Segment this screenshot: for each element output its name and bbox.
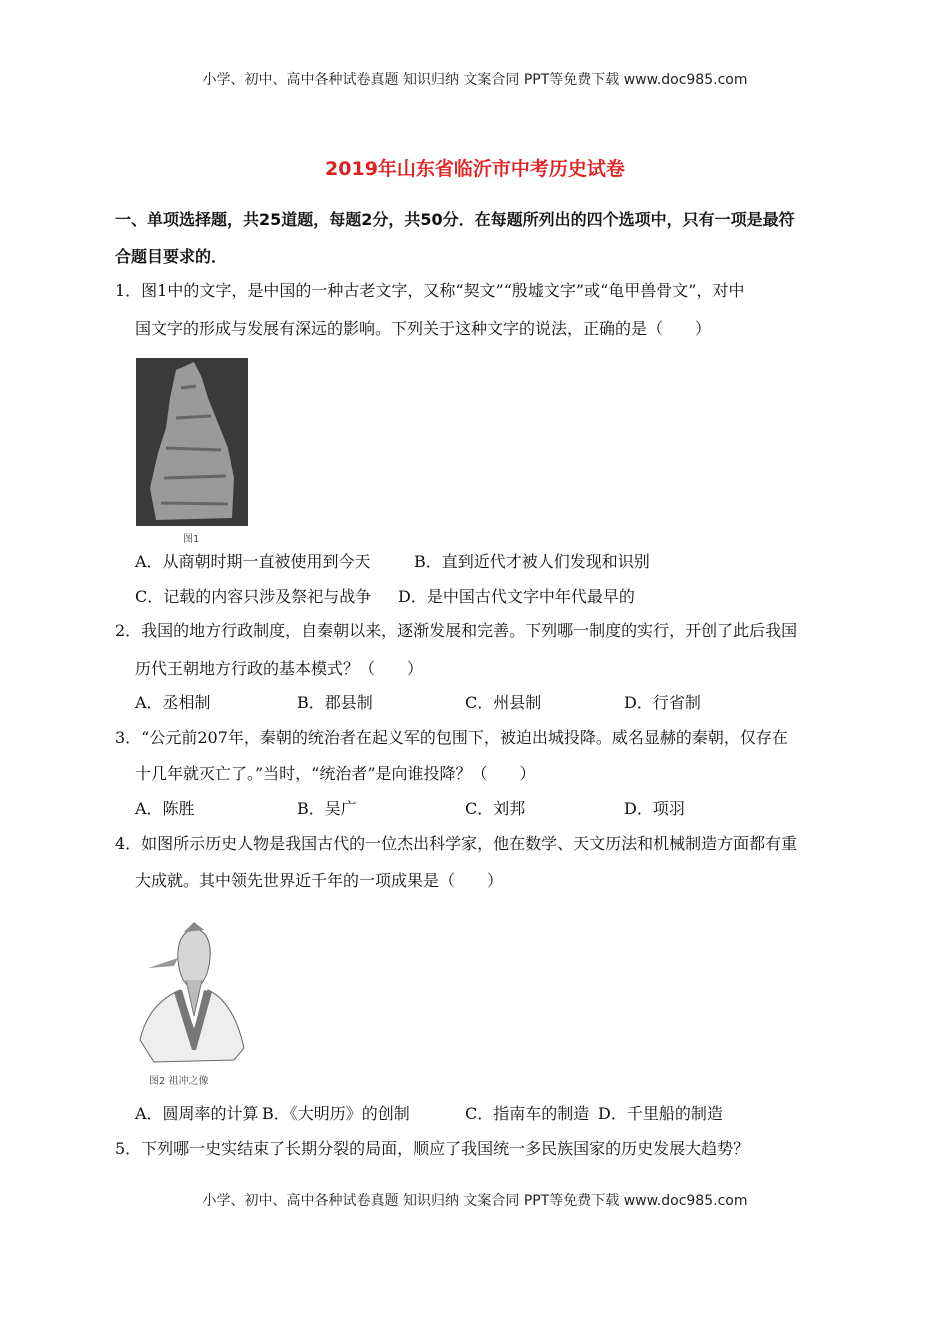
q1-option-d: D．是中国古代文字中年代最早的 (398, 587, 635, 606)
question-4-cont: 大成就。其中领先世界近千年的一项成果是（ ） (135, 871, 504, 890)
figure-2-caption: 图2 祖冲之像 (149, 1076, 209, 1087)
question-5: 5．下列哪一史实结束了长期分裂的局面，顺应了我国统一多民族国家的历史发展大趋势？ (115, 1139, 750, 1158)
q2-option-d: D．行省制 (624, 693, 701, 712)
question-2-cont: 历代王朝地方行政的基本模式？（ ） (135, 659, 424, 678)
q2-option-b: B．郡县制 (297, 693, 373, 712)
page-title: 2019年山东省临沂市中考历史试卷 (325, 158, 625, 180)
q4-option-c: C．指南车的制造 (465, 1104, 590, 1123)
question-3: 3．“公元前207年，秦朝的统治者在起义军的包围下，被迫出城投降。威名显赫的秦朝，仅存在 (115, 728, 788, 747)
q1-option-c: C．记载的内容只涉及祭祀与战争 (135, 587, 372, 606)
question-2: 2．我国的地方行政制度，自秦朝以来，逐渐发展和完善。下列哪一制度的实行，开创了此后我国 (115, 621, 798, 640)
question-3-cont: 十几年就灭亡了。”当时，“统治者”是向谁投降？（ ） (135, 764, 536, 783)
oracle-bone-image (136, 358, 248, 526)
q1-option-b: B．直到近代才被人们发现和识别 (414, 552, 650, 571)
q2-option-a: A．丞相制 (135, 693, 211, 712)
zu-chongzhi-portrait (134, 920, 246, 1065)
section-instructions: 一、单项选择题，共25道题，每题2分，共50分．在每题所列出的四个选项中，只有一项是最符 (115, 210, 795, 229)
section-instructions-cont: 合题目要求的． (115, 247, 228, 266)
q3-option-a: A．陈胜 (135, 799, 195, 818)
q4-option-b: B．《大明历》的创制 (262, 1104, 410, 1123)
q2-option-c: C．州县制 (465, 693, 542, 712)
q3-option-d: D．项羽 (624, 799, 685, 818)
question-4: 4．如图所示历史人物是我国古代的一位杰出科学家，他在数学、天文历法和机械制造方面都有重 (115, 834, 798, 853)
q3-option-c: C．刘邦 (465, 799, 526, 818)
page-footer: 小学、初中、高中各种试卷真题 知识归纳 文案合同 PPT等免费下载 www.doc985.com (202, 1193, 748, 1209)
question-1: 1．图1中的文字，是中国的一种古老文字，又称“契文”“殷墟文字”或“龟甲兽骨文”，对中 (115, 281, 745, 300)
q1-option-a: A．从商朝时期一直被使用到今天 (135, 552, 371, 571)
q3-option-b: B．吴广 (297, 799, 357, 818)
q4-option-a: A．圆周率的计算 (135, 1104, 259, 1123)
question-1-cont: 国文字的形成与发展有深远的影响。下列关于这种文字的说法，正确的是（ ） (135, 319, 712, 338)
figure-1-caption: 图1 (183, 534, 200, 545)
q4-option-d: D．千里船的制造 (598, 1104, 723, 1123)
page-header: 小学、初中、高中各种试卷真题 知识归纳 文案合同 PPT等免费下载 www.doc985.com (202, 72, 748, 88)
